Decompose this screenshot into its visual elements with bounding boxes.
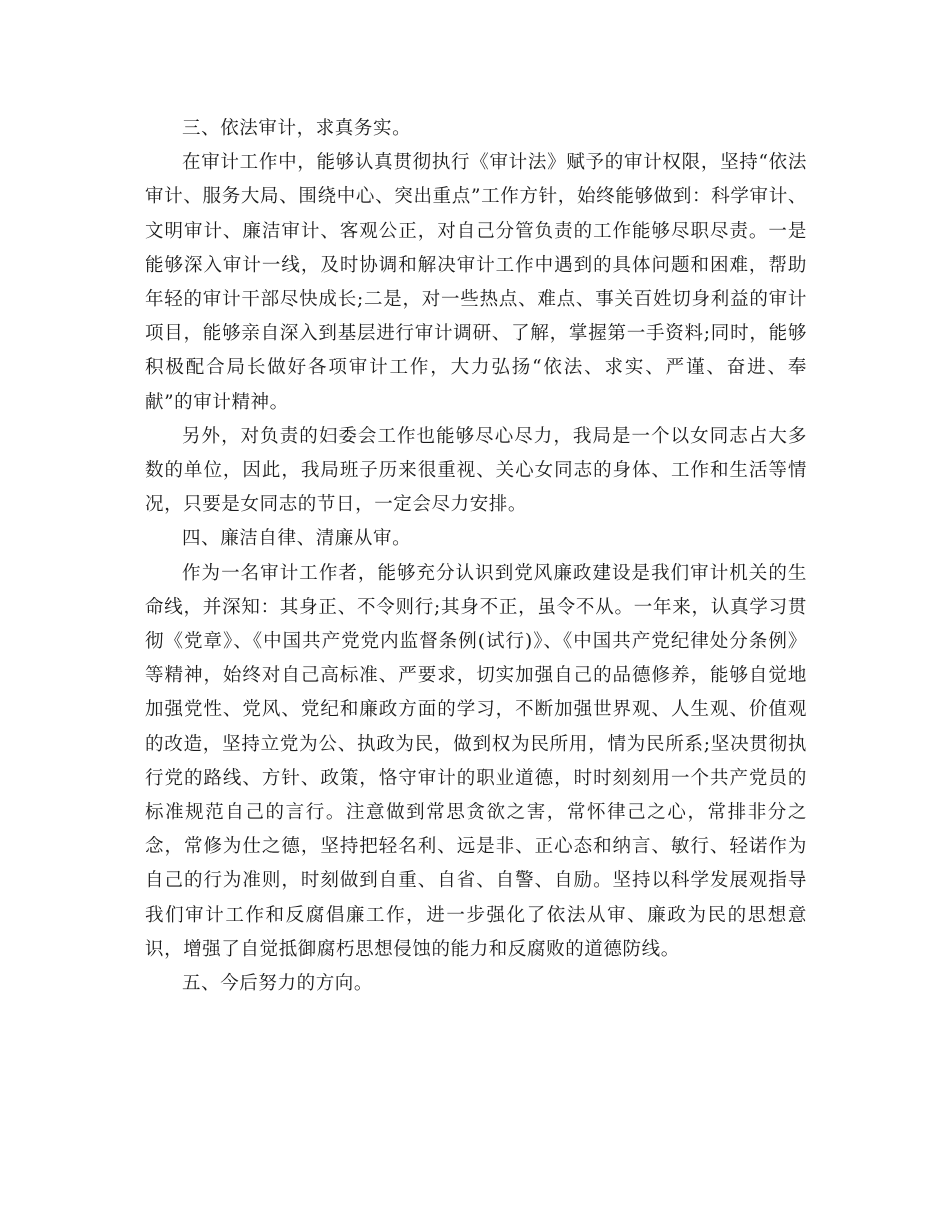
document-body: [145, 112, 807, 1001]
paragraph-womens-committee: 另外，对负责的妇委会工作也能够尽心尽力，我局是一个以女同志占大多数的单位，因此，我局班子历来很重视、关心女同志的身体、工作和生活等情况，只要是女同志的节日，一定会尽力安排。: [145, 425, 807, 516]
section-heading-5: 五、今后努力的方向。: [182, 973, 374, 995]
paragraph-audit-work: 在审计工作中，能够认真贯彻执行《审计法》赋予的审计权限，坚持“依法审计、服务大局、围绕中心、突出重点”工作方针，始终能够做到：科学审计、文明审计、廉洁审计、客观公正，对自己分管负责的工作能够尽职尽责。一是能够深入审计一线，及时协调和解决审计工作中遇到的具体问题和困难，帮助年轻的审计干部尽快成长;二是，对一些热点、难点、事关百姓切身利益的审计项目，能够亲自深入到基层进行审计调研、了解，掌握第一手资料;同时，能够积极配合局长做好各项审计工作，大力弘扬“依法、求实、严谨、奋进、奉献”的审计精神。: [145, 152, 807, 413]
section-heading-4: 四、廉洁自律、清廉从审。: [182, 528, 412, 550]
section-heading-3: 三、依法审计，求真务实。: [182, 118, 412, 139]
paragraph-integrity: 作为一名审计工作者，能够充分认识到党风廉政建设是我们审计机关的生命线，并深知：其身正、不令则行;其身不正，虽令不从。一年来，认真学习贯彻《党章》、《中国共产党党内监督条例(试行)》、《中国共产党纪律处分条例》等精神，始终对自己高标准、严要求，切实加强自己的品德修养，能够自觉地加强党性、党风、党纪和廉政方面的学习，不断加强世界观、人生观、价值观的改造，坚持立党为公、执政为民，做到权为民所用，情为民所系;坚决贯彻执行党的路线、方针、政策，恪守审计的职业道德，时时刻刻用一个共产党员的标准规范自己的言行。注意做到常思贪欲之害，常怀律己之心，常排非分之念，常修为仕之德，坚持把轻名利、远是非、正心态和纳言、敏行、轻诺作为自己的行为准则，时刻做到自重、自省、自警、自励。坚持以科学发展观指导我们审计工作和反腐倡廉工作，进一步强化了依法从审、廉政为民的思想意识，增强了自觉抵御腐朽思想侵蚀的能力和反腐败的道德防线。: [145, 562, 807, 960]
